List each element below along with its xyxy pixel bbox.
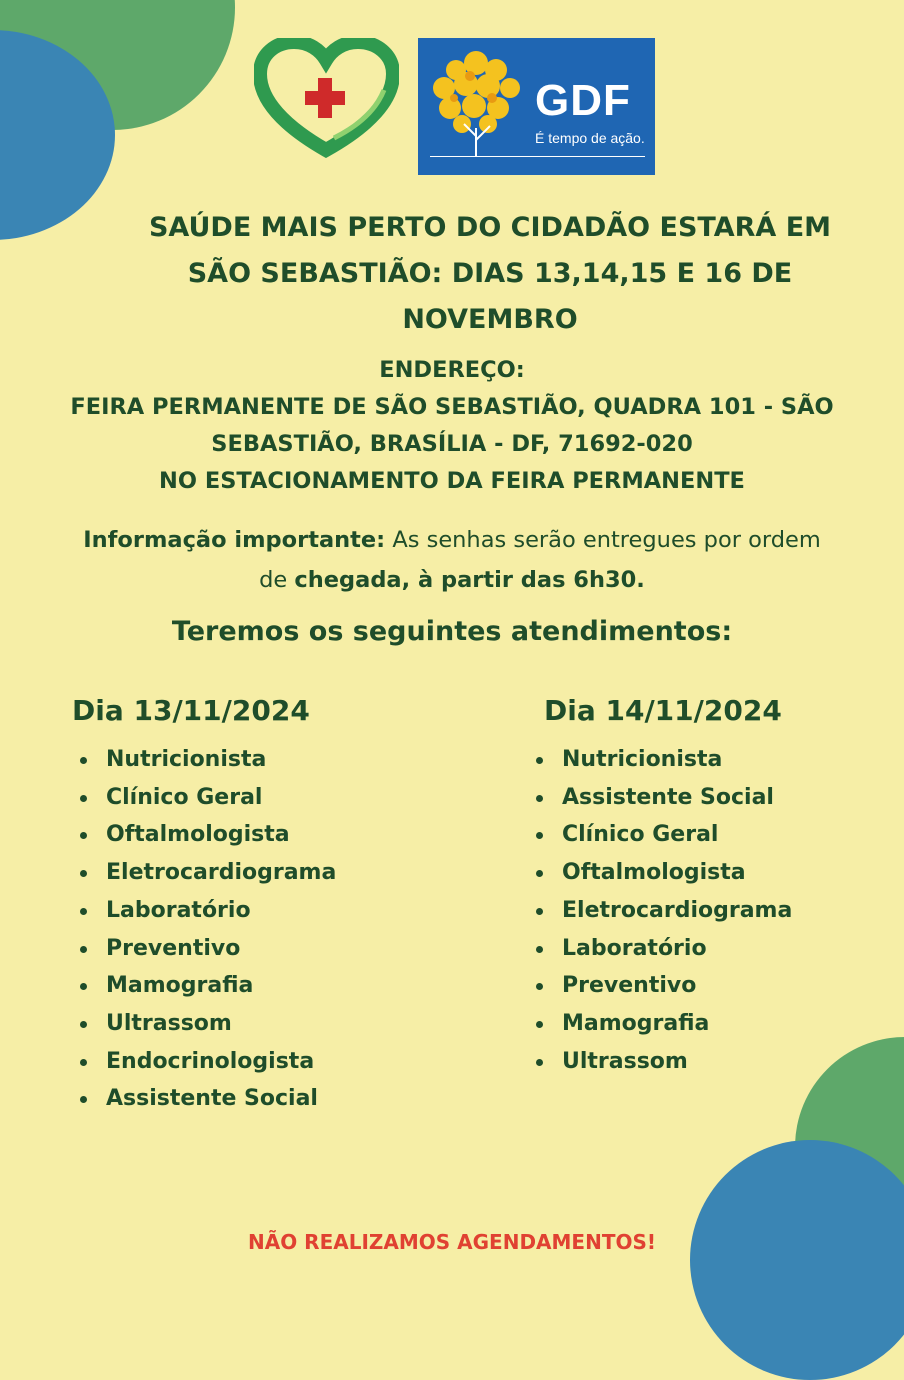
list-item: Eletrocardiograma — [72, 854, 336, 892]
decor-circle-blue-bottom — [690, 1140, 904, 1380]
list-item: Mamografia — [528, 1005, 792, 1043]
list-item: Ultrassom — [528, 1043, 792, 1081]
list-item: Mamografia — [72, 967, 336, 1005]
gdf-title: GDF — [535, 76, 631, 125]
info-text-1: As senhas serão entregues por ordem — [385, 527, 821, 553]
list-item: Eletrocardiograma — [528, 892, 792, 930]
list-item: Preventivo — [72, 930, 336, 968]
footer-notice: NÃO REALIZAMOS AGENDAMENTOS! — [247, 1230, 656, 1254]
gdf-divider — [430, 156, 645, 157]
list-item: Assistente Social — [72, 1080, 336, 1118]
services-title: Teremos os seguintes atendimentos: — [171, 616, 733, 647]
headline-line-1: SAÚDE MAIS PERTO DO CIDADÃO ESTARÁ EM — [148, 212, 832, 243]
headline — [130, 205, 850, 343]
info-emphasis: chegada, à partir das 6h30. — [294, 567, 645, 593]
day-heading: Dia 13/11/2024 — [72, 694, 310, 727]
headline-line-3: NOVEMBRO — [402, 304, 578, 335]
address-line-1: FEIRA PERMANENTE DE SÃO SEBASTIÃO, QUADRA 101 - SÃO — [70, 394, 834, 420]
headline-line-2: SÃO SEBASTIÃO: DIAS 13,14,15 E 16 DE — [187, 258, 793, 289]
list-item: Ultrassom — [72, 1005, 336, 1043]
ipe-tree-icon — [426, 48, 526, 160]
heart-cross-icon — [254, 38, 399, 158]
list-item: Laboratório — [72, 892, 336, 930]
info-label: Informação importante: — [83, 527, 386, 553]
day-column-13 — [72, 694, 336, 1118]
info-text-2: de — [259, 567, 295, 593]
day-column-14 — [544, 694, 792, 1080]
list-item: Nutricionista — [72, 741, 336, 779]
list-item: Laboratório — [528, 930, 792, 968]
service-list — [528, 741, 792, 1080]
list-item: Nutricionista — [528, 741, 792, 779]
list-item: Preventivo — [528, 967, 792, 1005]
list-item: Endocrinologista — [72, 1043, 336, 1081]
address-line-2: SEBASTIÃO, BRASÍLIA - DF, 71692-020 — [211, 431, 693, 457]
list-item: Clínico Geral — [528, 816, 792, 854]
list-item: Oftalmologista — [528, 854, 792, 892]
list-item: Oftalmologista — [72, 816, 336, 854]
list-item: Clínico Geral — [72, 779, 336, 817]
gdf-logo — [418, 38, 655, 175]
day-heading: Dia 14/11/2024 — [544, 694, 782, 727]
gdf-slogan: É tempo de ação. — [535, 130, 645, 146]
address-label: ENDEREÇO: — [379, 357, 525, 383]
important-info — [30, 520, 874, 600]
address-line-3: NO ESTACIONAMENTO DA FEIRA PERMANENTE — [159, 468, 745, 494]
service-list — [72, 741, 336, 1118]
address-block — [30, 352, 874, 500]
list-item: Assistente Social — [528, 779, 792, 817]
